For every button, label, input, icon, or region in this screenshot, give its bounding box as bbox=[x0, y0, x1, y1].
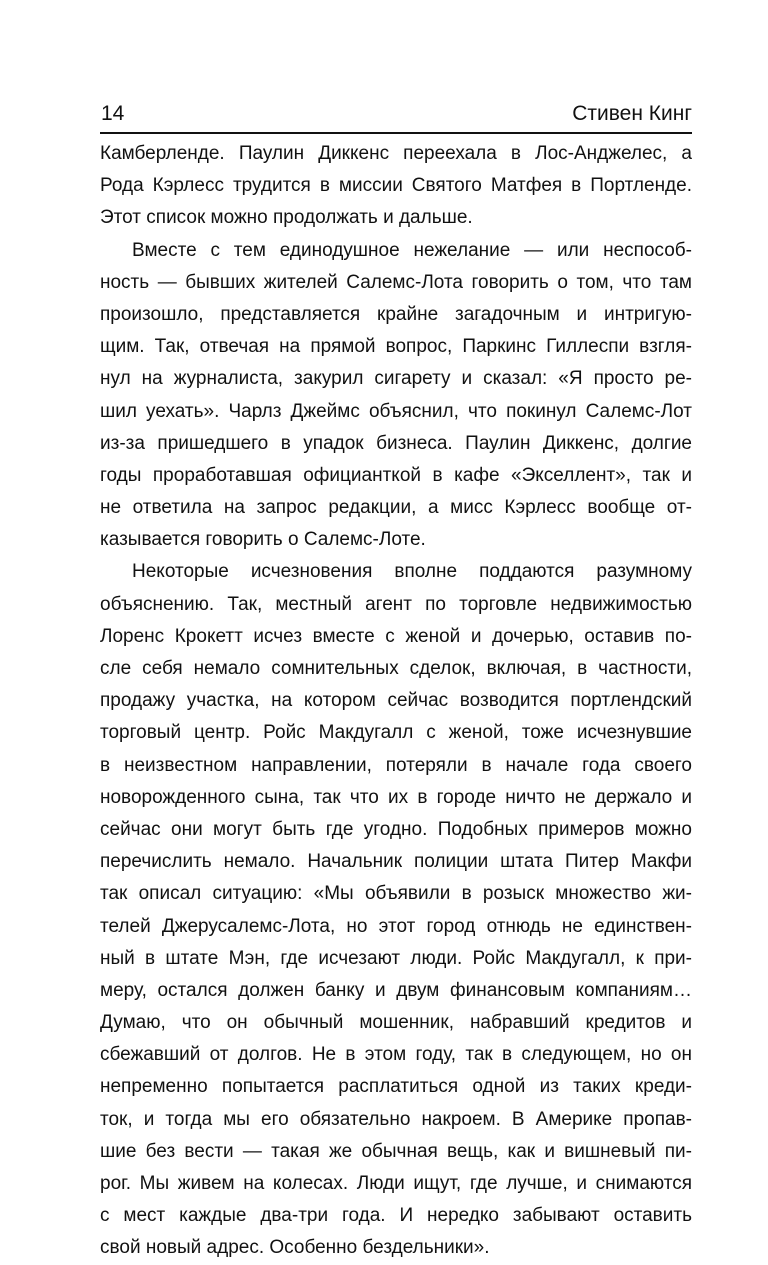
text-line: Этот список можно продолжать и дальше. bbox=[100, 207, 473, 229]
text-line: Думаю, что он обычный мошенник, набравший кредитов и bbox=[100, 1012, 692, 1034]
text-line: сле себя немало сомнительных сделок, включая, в частности, bbox=[100, 658, 692, 679]
text-line: в неизвестном направлении, потеряли в начале года своего bbox=[100, 754, 692, 776]
text-line: с мест каждые два-три года. И нередко забывают оставить bbox=[100, 1205, 692, 1227]
text-line: не ответила на запрос редакции, а мисс Кэрлесс вообще от- bbox=[100, 497, 692, 519]
text-line: Некоторые исчезновения вполне поддаются разумному bbox=[132, 561, 692, 583]
text-line: торговый центр. Ройс Макдугалл с женой, тоже исчезнувшие bbox=[100, 722, 692, 744]
body-text bbox=[100, 138, 692, 1265]
text-line: произошло, представляется крайне загадочным и интригую- bbox=[100, 303, 692, 325]
text-line: Вместе с тем единодушное нежелание — или неспособ- bbox=[132, 239, 692, 261]
paragraph bbox=[100, 235, 692, 557]
page-header bbox=[100, 100, 692, 134]
text-line: шил уехать». Чарлз Джеймс объяснил, что покинул Салемс-Лот bbox=[100, 400, 692, 422]
text-line: Рода Кэрлесс трудится в миссии Святого Матфея в Портленде. bbox=[100, 175, 692, 197]
paragraph bbox=[100, 556, 692, 1264]
text-line: рог. Мы живем на колесах. Люди ищут, где лучше, и снимаются bbox=[100, 1173, 692, 1194]
text-line: сейчас они могут быть где угодно. Подобных примеров можно bbox=[100, 818, 692, 840]
text-line: объяснению. Так, местный агент по торговле недвижимостью bbox=[100, 593, 692, 615]
text-line: перечислить немало. Начальник полиции штата Питер Макфи bbox=[100, 851, 692, 873]
text-line: свой новый адрес. Особенно бездельники». bbox=[100, 1237, 490, 1259]
text-line: Лоренс Крокетт исчез вместе с женой и дочерью, оставив по- bbox=[100, 625, 692, 647]
text-line: казывается говорить о Салемс-Лоте. bbox=[100, 529, 426, 551]
text-line: нул на журналиста, закурил сигарету и сказал: «Я просто ре- bbox=[100, 368, 692, 390]
text-line: телей Джерусалемс-Лота, но этот город отнюдь не единствен- bbox=[100, 915, 692, 937]
text-line: щим. Так, отвечая на прямой вопрос, Паркинс Гиллеспи взгля- bbox=[100, 336, 692, 358]
text-line: ный в штате Мэн, где исчезают люди. Ройс Макдугалл, к при- bbox=[100, 947, 692, 969]
text-line: из-за пришедшего в упадок бизнеса. Паулин Диккенс, долгие bbox=[100, 432, 692, 454]
text-line: шие без вести — такая же обычная вещь, как и вишневый пи- bbox=[100, 1140, 692, 1162]
text-line: меру, остался должен банку и двум финансовым компаниям… bbox=[100, 979, 692, 1001]
text-line: годы проработавшая официанткой в кафе «Экселлент», так и bbox=[100, 464, 692, 486]
text-line: ток, и тогда мы его обязательно накроем. В Америке пропав- bbox=[100, 1108, 692, 1130]
book-page bbox=[100, 100, 692, 1265]
paragraph bbox=[100, 138, 692, 235]
text-line: продажу участка, на котором сейчас возводится портлендский bbox=[100, 690, 692, 712]
page-number: 14 bbox=[101, 102, 125, 125]
text-line: ность — бывших жителей Салемс-Лота говорить о том, что там bbox=[100, 271, 692, 293]
text-line: Камберленде. Паулин Диккенс переехала в Лос-Анджелес, а bbox=[100, 143, 692, 164]
running-head-author: Стивен Кинг bbox=[572, 102, 692, 125]
text-line: так описал ситуацию: «Мы объявили в розыск множество жи- bbox=[100, 883, 692, 905]
text-line: непременно попытается расплатиться одной из таких креди- bbox=[100, 1076, 692, 1098]
text-line: новорожденного сына, так что их в городе ничто не держало и bbox=[100, 786, 692, 808]
text-line: сбежавший от долгов. Не в этом году, так в следующем, но он bbox=[100, 1044, 692, 1066]
